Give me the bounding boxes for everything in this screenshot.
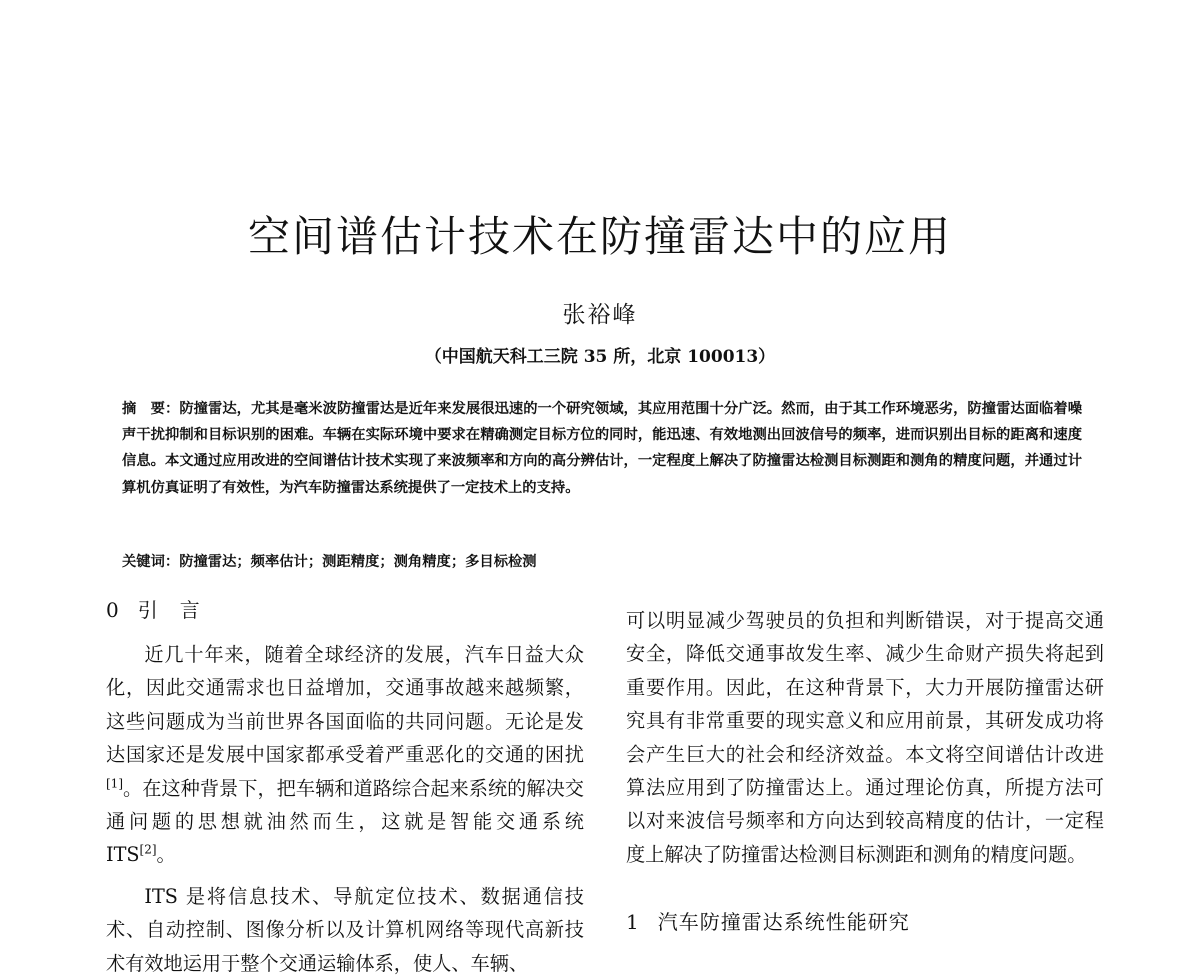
keyword-item: 防撞雷达 — [179, 554, 237, 570]
keywords — [122, 549, 1082, 575]
section-heading-1 — [626, 906, 910, 939]
intro-paragraph-2: ITS 是将信息技术、导航定位技术、数据通信技术、自动控制、图像分析以及计算机网络等现代高新技术有效地运用于整个交通运输体系，使人、车辆、 — [106, 884, 584, 975]
section-title: 引 言 — [137, 598, 201, 622]
page-title: 空间谱估计技术在防撞雷达中的应用 — [247, 212, 952, 261]
citation-2: [2] — [139, 843, 157, 858]
keyword-item: ； 频率估计 — [236, 554, 307, 570]
keyword-list — [179, 554, 536, 570]
right-column-body — [626, 604, 1104, 871]
keyword-item: ； 测距精度 — [308, 554, 379, 570]
intro-paragraph-1 — [106, 638, 584, 872]
abstract — [122, 396, 1082, 501]
section-number: 0 — [106, 598, 120, 622]
section-heading-intro — [106, 594, 201, 627]
abstract-text: 防撞雷达，尤其是毫米波防撞雷达是近年来发展很迅速的一个研究领域，其应用范围十分广泛。然而，由于其工作环境恶劣，防撞雷达面临着噪声干扰抑制和目标识别的困难。车辆在实际环境中要求在精确测定目标方位的同时，能迅速、有效地测出回波信号的频率，进而识别出目标的距离和速度信息。本文通过应用改进的空间谱估计技术实现了来波频率和方向的高分辨估计，一定程度上解决了防撞雷达检测目标测距和测角的精度问题，并通过计算机仿真证明了有效性，为汽车防撞雷达系统提供了一定技术上的支持。 — [122, 401, 1083, 496]
section-number: 1 — [626, 910, 640, 934]
right-paragraph: 可以明显减少驾驶员的负担和判断错误，对于提高交通安全，降低交通事故发生率、减少生命财产损失将起到重要作用。因此，在这种背景下，大力开展防撞雷达研究具有非常重要的现实意义和应用前景，其研发成功将会产生巨大的社会和经济效益。本文将空间谱估计改进算法应用到了防撞雷达上。通过理论仿真，所提方法可以对来波信号频率和方向达到较高精度的估计，一定程度上解决了防撞雷达检测目标测距和测角的精度问题。 — [626, 609, 1104, 866]
abstract-label: 摘 要： — [122, 401, 180, 417]
citation-1: [1] — [106, 776, 123, 791]
author-name: 张裕峰 — [562, 302, 638, 328]
paragraph-text: 近几十年来，随着全球经济的发展，汽车日益大众化，因此交通需求也日益增加，交通事故越来越频繁，这些问题成为当前世界各国面临的共同问题。无论是发达国家还是发展中国家都承受着严重恶化的交通的困扰 — [106, 643, 584, 767]
section-title: 汽车防撞雷达系统性能研究 — [657, 910, 910, 934]
keyword-item: ； 测角精度 — [379, 554, 450, 570]
paragraph-text: 。在这种背景下，把车辆和道路综合起来系统的解决交通问题的思想就油然而生，这就是智能交通系统 ITS — [106, 776, 584, 867]
author-affiliation: （中国航天科工三院 35 所，北京 100013） — [424, 347, 776, 367]
intro-body — [106, 638, 584, 980]
paragraph-text: 。 — [156, 843, 176, 867]
keyword-item: ； 多目标检测 — [451, 554, 537, 570]
keywords-label: 关键词： — [122, 554, 180, 570]
